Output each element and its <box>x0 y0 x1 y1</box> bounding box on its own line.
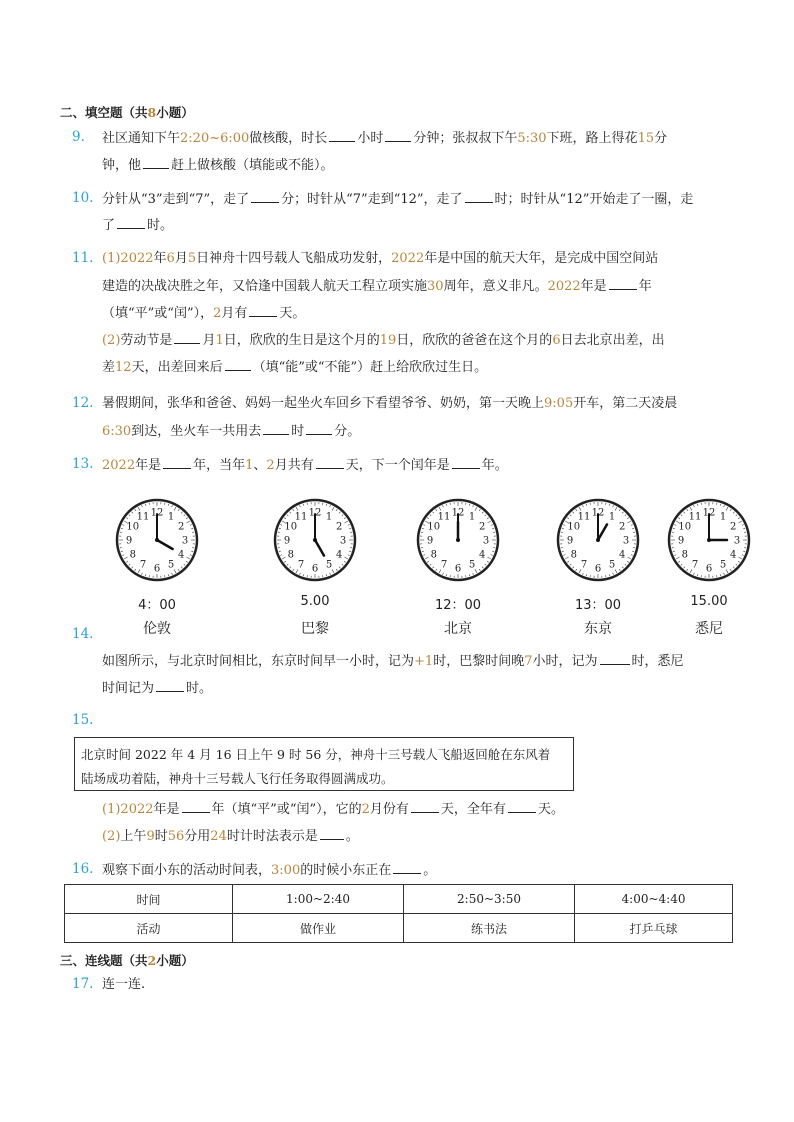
answer-blank[interactable] <box>508 800 536 813</box>
clock-city-label: 北京 <box>444 621 472 637</box>
answer-blank[interactable] <box>452 456 480 469</box>
q14-line-2: 时间记为 时。 <box>102 681 213 696</box>
answer-blank[interactable] <box>117 216 145 229</box>
clock-numeral: 1 <box>167 511 175 523</box>
table-row <box>65 885 733 914</box>
clock-numeral: 10 <box>126 521 140 533</box>
clock-numeral: 12 <box>591 507 605 519</box>
clock-numeral: 8 <box>681 549 688 561</box>
clock-city-label: 悉尼 <box>695 621 723 637</box>
question-number-12: 12. <box>72 395 94 411</box>
table-cell: 2:50~3:50 <box>404 885 575 914</box>
clock-face <box>410 492 506 588</box>
clock-numeral: 7 <box>440 559 448 571</box>
q10-line-1: 分针从“3”走到“7”，走了 分；时针从“7”走到“12”，走了 时；时针从“12”开始走了一圈，走 <box>102 192 694 207</box>
clock-face <box>661 492 757 588</box>
question-number-10: 10. <box>72 190 94 206</box>
q16-line-1: 观察下面小东的活动时间表，3:00的时候小东正在 。 <box>102 863 437 878</box>
q14-line-1: 如图所示，与北京时间相比，东京时间早一小时，记为+1时，巴黎时间晚7小时，记为 时，悉尼 <box>102 654 684 669</box>
clock-numeral: 9 <box>426 535 434 547</box>
q11-line-2: 建造的决战决胜之年，又恰逢中国载人航天工程立项实施30周年，意义非凡。2022年是 年 <box>102 279 652 294</box>
clock-numeral: 4 <box>336 549 343 561</box>
table-cell: 时间 <box>65 885 233 914</box>
question-number-9: 9. <box>72 129 85 145</box>
clock-numeral: 12 <box>150 507 164 519</box>
answer-blank[interactable] <box>329 129 355 142</box>
answer-blank[interactable] <box>182 800 210 813</box>
table-cell: 4:00~4:40 <box>575 885 733 914</box>
section-heading-fill-in: 二、填空题（共8小题） <box>60 105 194 120</box>
question-number-13: 13. <box>72 456 94 472</box>
clock-numeral: 3 <box>622 535 630 547</box>
clock-numeral: 3 <box>733 535 741 547</box>
answer-blank[interactable] <box>465 190 493 203</box>
q12-line-2: 6:30到达，坐火车一共用去 时 分。 <box>102 424 361 439</box>
answer-blank[interactable] <box>156 679 184 692</box>
q9-line-1: 社区通知下午2:20~6:00做核酸，时长 小时 分钟；张叔叔下午5:30下班，路上得花15分 <box>102 131 668 146</box>
clock-numeral: 4 <box>178 549 185 561</box>
news-box-line-2: 陆场成功着陆，神舟十三号载人飞行任务取得圆满成功。 <box>81 771 394 786</box>
clock-numeral: 10 <box>678 521 692 533</box>
clock-numeral: 11 <box>577 511 591 523</box>
q12-line-1: 暑假期间，张华和爸爸、妈妈一起坐火车回乡下看望爷爷、奶奶，第一天晚上9:05开车，第二天凌晨 <box>102 396 678 411</box>
answer-blank[interactable] <box>163 456 191 469</box>
question-number-15: 15. <box>72 712 94 728</box>
clock-numeral: 10 <box>284 521 298 533</box>
q11-line-3: （填“平”或“闰”），2月有 天。 <box>102 306 306 321</box>
clock-numeral: 6 <box>311 563 319 575</box>
clock-city-label: 巴黎 <box>301 621 329 637</box>
clock-numeral: 8 <box>287 549 294 561</box>
clock-time-label: 5.00 <box>300 594 330 609</box>
clock-numeral: 6 <box>153 563 161 575</box>
clock-numeral: 12 <box>308 507 322 519</box>
clock-face <box>267 492 363 588</box>
clock-numeral: 9 <box>566 535 574 547</box>
table-cell: 做作业 <box>233 914 404 943</box>
clock-face <box>550 492 646 588</box>
question-number-14: 14. <box>72 626 94 642</box>
answer-blank[interactable] <box>609 277 637 290</box>
answer-blank[interactable] <box>385 129 411 142</box>
clock-numeral: 6 <box>594 563 602 575</box>
clock-city-label: 东京 <box>584 621 612 637</box>
clock-numeral: 7 <box>691 559 699 571</box>
clock-numeral: 9 <box>125 535 133 547</box>
q9-line-2: 钟，他 赶上做核酸（填能或不能）。 <box>102 158 334 173</box>
clock-face <box>109 492 205 588</box>
clock-numeral: 7 <box>139 559 147 571</box>
answer-blank[interactable] <box>393 861 421 874</box>
q11-line-1: (1)2022年6月5日神舟十四号载人飞船成功发射，2022年是中国的航天大年，是完成中国空间站 <box>102 251 659 266</box>
clock-numeral: 5 <box>719 559 727 571</box>
clock-numeral: 6 <box>454 563 462 575</box>
clock-numeral: 4 <box>619 549 626 561</box>
table-cell: 练书法 <box>404 914 575 943</box>
clock-numeral: 8 <box>430 549 437 561</box>
question-number-17: 17. <box>72 976 94 992</box>
q15-line-2: (2)上午9时56分用24时计时法表示是 。 <box>102 829 359 844</box>
activity-schedule-table <box>64 884 733 943</box>
answer-blank[interactable] <box>600 652 630 665</box>
clock-numeral: 9 <box>677 535 685 547</box>
clock-numeral: 1 <box>608 511 616 523</box>
q15-line-1: (1)2022年是 年（填“平”或“闰”），它的2月份有 天，全年有 天。 <box>102 802 564 817</box>
answer-blank[interactable] <box>320 827 344 840</box>
clock-numeral: 10 <box>427 521 441 533</box>
clock-numeral: 2 <box>479 521 486 533</box>
q11-line-4: (2)劳动节是 月1日，欣欣的生日是这个月的19日，欣欣的爸爸在这个月的6日去北京出差，出 <box>102 333 665 348</box>
clock-time-label: 12：00 <box>434 598 482 613</box>
clock-numeral: 5 <box>468 559 476 571</box>
clock-numeral: 8 <box>570 549 577 561</box>
clock-numeral: 11 <box>294 511 308 523</box>
clock-numeral: 2 <box>619 521 626 533</box>
clock-numeral: 4 <box>730 549 737 561</box>
clock-city-label: 伦敦 <box>143 621 171 637</box>
clock-numeral: 6 <box>705 563 713 575</box>
question-number-11: 11. <box>72 250 94 266</box>
q10-line-2: 了 时。 <box>102 218 174 233</box>
news-box-line-1: 北京时间 2022 年 4 月 16 日上午 9 时 56 分，神舟十三号载人飞船返回舱在东风着 <box>81 747 551 762</box>
answer-blank[interactable] <box>411 800 439 813</box>
clock-numeral: 2 <box>178 521 185 533</box>
clock-numeral: 3 <box>339 535 347 547</box>
q17-line-1: 连一连. <box>102 977 146 992</box>
clock-numeral: 9 <box>283 535 291 547</box>
clock-numeral: 10 <box>567 521 581 533</box>
answer-blank[interactable] <box>306 422 332 435</box>
answer-blank[interactable] <box>174 331 200 344</box>
table-cell: 1:00~2:40 <box>233 885 404 914</box>
answer-blank[interactable] <box>225 358 251 371</box>
clock-numeral: 5 <box>608 559 616 571</box>
q13-line-1: 2022年是 年，当年1、2月共有 天，下一个闰年是 年。 <box>102 458 508 473</box>
clock-numeral: 7 <box>297 559 305 571</box>
hour-hand <box>315 540 324 556</box>
section-heading-matching: 三、连线题（共2小题） <box>60 953 194 968</box>
clock-numeral: 12 <box>702 507 716 519</box>
clock-numeral: 4 <box>479 549 486 561</box>
clock-numeral: 1 <box>468 511 476 523</box>
clock-numeral: 1 <box>325 511 333 523</box>
clock-numeral: 11 <box>136 511 150 523</box>
question-number-16: 16. <box>72 861 94 877</box>
q11-line-5: 差12天，出差回来后 （填“能”或“不能”）赶上给欣欣过生日。 <box>102 360 488 375</box>
answer-blank[interactable] <box>249 304 277 317</box>
clock-numeral: 3 <box>482 535 490 547</box>
clock-numeral: 12 <box>451 507 465 519</box>
clock-numeral: 5 <box>167 559 175 571</box>
clock-numeral: 2 <box>336 521 343 533</box>
answer-blank[interactable] <box>143 156 169 169</box>
answer-blank[interactable] <box>251 190 279 203</box>
table-cell: 活动 <box>65 914 233 943</box>
table-cell: 打乒乓球 <box>575 914 733 943</box>
hour-hand <box>598 524 607 540</box>
hour-hand <box>157 540 173 549</box>
clock-numeral: 11 <box>437 511 451 523</box>
answer-blank[interactable] <box>263 422 289 435</box>
clock-numeral: 3 <box>181 535 189 547</box>
clock-numeral: 5 <box>325 559 333 571</box>
news-box <box>74 737 574 791</box>
clock-numeral: 11 <box>688 511 702 523</box>
clock-time-label: 4：00 <box>138 598 176 613</box>
clock-numeral: 8 <box>129 549 136 561</box>
clock-numeral: 7 <box>580 559 588 571</box>
clock-numeral: 2 <box>730 521 737 533</box>
table-row <box>65 914 733 943</box>
answer-blank[interactable] <box>316 456 344 469</box>
clock-time-label: 15.00 <box>690 594 728 609</box>
clock-time-label: 13：00 <box>574 598 622 613</box>
clock-numeral: 1 <box>719 511 727 523</box>
